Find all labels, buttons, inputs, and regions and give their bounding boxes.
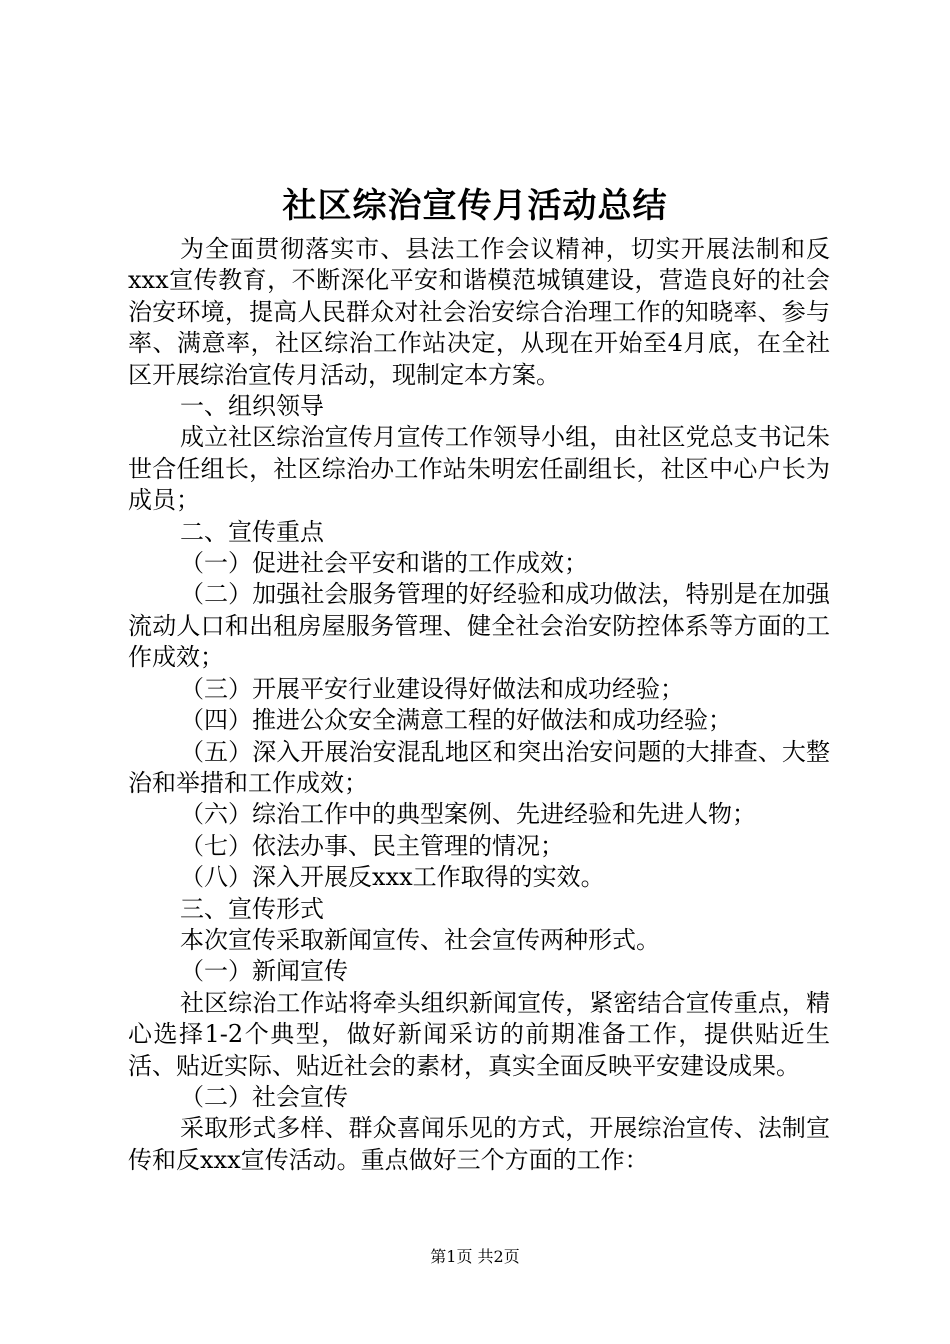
list-item: （四）推进公众安全满意工程的好做法和成功经验； (180, 706, 732, 735)
paragraph: 成立社区综治宣传月宣传工作领导小组，由社区党总支书记朱世合任组长，社区综治办工作站朱明宏任副组长，社区中心户长为成员； (128, 423, 830, 515)
list-item: （三）开展平安行业建设得好做法和成功经验； (180, 674, 684, 703)
paragraph: 采取形式多样、群众喜闻乐见的方式，开展综治宣传、法制宣传和反xxx宣传活动。重点做好三个方面的工作： (128, 1114, 830, 1174)
page-footer: 第1页 共2页 (430, 1247, 520, 1266)
document-body (128, 234, 830, 1176)
paragraph: 为全面贯彻落实市、县法工作会议精神，切实开展法制和反xxx宣传教育，不断深化平安和谐模范城镇建设，营造良好的社会治安环境，提高人民群众对社会治安综合治理工作的知晓率、参与率、满意率，社区综治工作站决定，从现在开始至4月底，在全社区开展综治宣传月活动，现制定本方案。 (128, 235, 830, 389)
document-title: 社区综治宣传月活动总结 (282, 186, 668, 226)
section-heading: 二、宣传重点 (180, 517, 324, 546)
section-heading: 三、宣传形式 (180, 894, 324, 923)
section-heading: 一、组织领导 (180, 392, 324, 421)
list-item: （六）综治工作中的典型案例、先进经验和先进人物； (180, 800, 756, 829)
subsection-heading: （二）社会宣传 (180, 1082, 348, 1111)
paragraph: 本次宣传采取新闻宣传、社会宣传两种形式。 (180, 925, 660, 954)
list-item: （七）依法办事、民主管理的情况； (180, 831, 564, 860)
list-item: （八）深入开展反xxx工作取得的实效。 (180, 863, 605, 892)
list-item: （一）促进社会平安和谐的工作成效； (180, 549, 588, 578)
paragraph: 社区综治工作站将牵头组织新闻宣传，紧密结合宣传重点，精心选择1-2个典型，做好新闻采访的前期准备工作，提供贴近生活、贴近实际、贴近社会的素材，真实全面反映平安建设成果。 (128, 988, 830, 1080)
list-item: （二）加强社会服务管理的好经验和成功做法，特别是在加强流动人口和出租房屋服务管理、健全社会治安防控体系等方面的工作成效； (128, 580, 830, 672)
subsection-heading: （一）新闻宣传 (180, 957, 348, 986)
list-item: （五）深入开展治安混乱地区和突出治安问题的大排查、大整治和举措和工作成效； (128, 737, 830, 797)
